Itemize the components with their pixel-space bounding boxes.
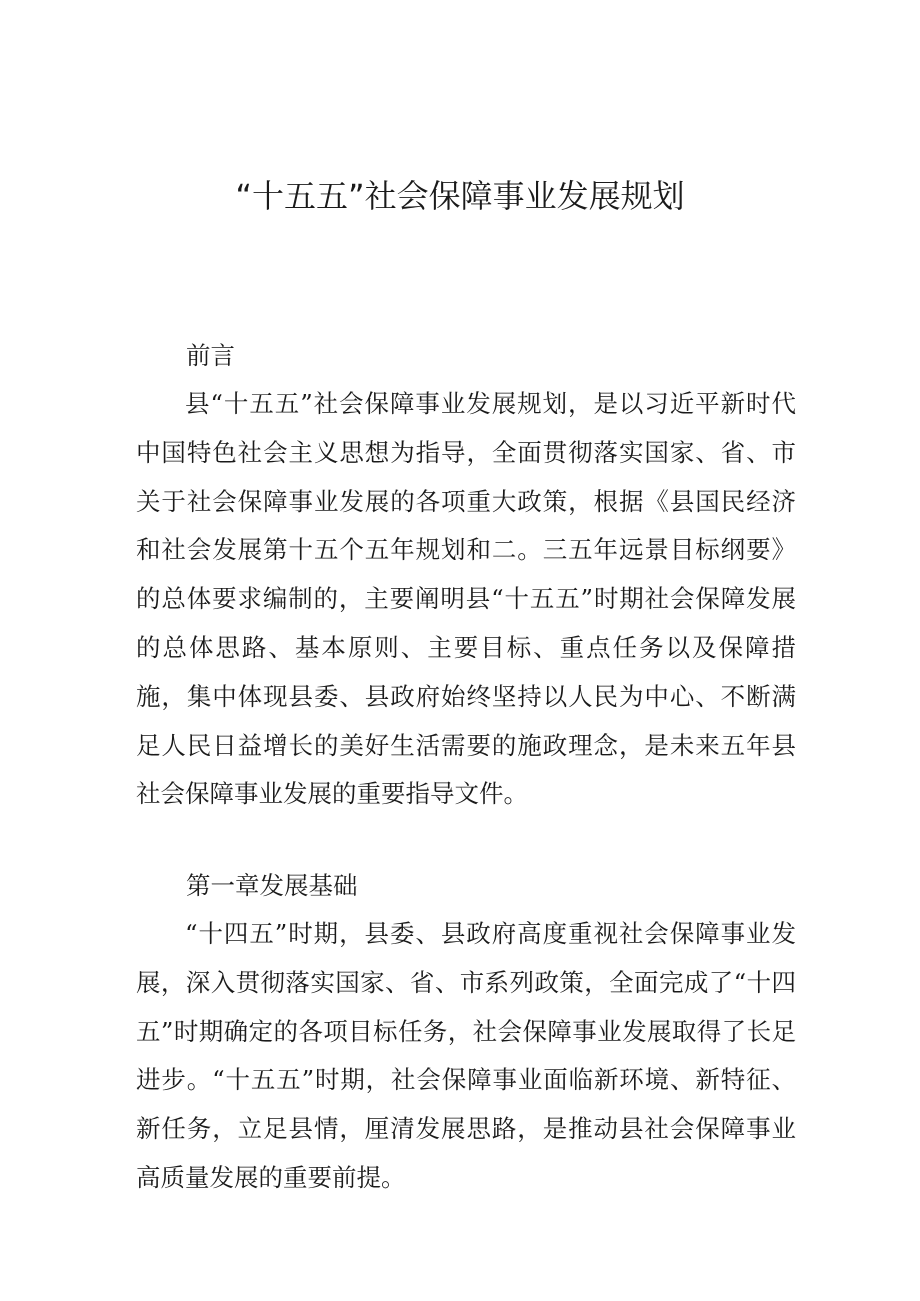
section-heading-chapter-1: 第一章发展基础 xyxy=(186,871,358,900)
chapter-1-paragraph: “十四五”时期，县委、县政府高度重视社会保障事业发展，深入贯彻落实国家、省、市系列政策，全面完成了“十四五”时期确定的各项目标任务，社会保障事业发展取得了长足进步。“十五五”时期，社会保障事业面临新环境、新特征、新任务，立足县情，厘清发展思路，是推动县社会保障事业高质量发展的重要前提。 xyxy=(136,919,796,1192)
document-title: “十五五”社会保障事业发展规划 xyxy=(235,177,685,215)
section-heading-preface: 前言 xyxy=(186,341,235,370)
preface-paragraph: 县“十五五”社会保障事业发展规划，是以习近平新时代中国特色社会主义思想为指导，全面贯彻落实国家、省、市关于社会保障事业发展的各项重大政策，根据《县国民经济和社会发展第十五个五年规划和二。三五年远景目标纲要》的总体要求编制的，主要阐明县“十五五”时期社会保障发展的总体思路、基本原则、主要目标、重点任务以及保障措施，集中体现县委、县政府始终坚持以人民为中心、不断满足人民日益增长的美好生活需要的施政理念，是未来五年县社会保障事业发展的重要指导文件。 xyxy=(136,389,796,809)
